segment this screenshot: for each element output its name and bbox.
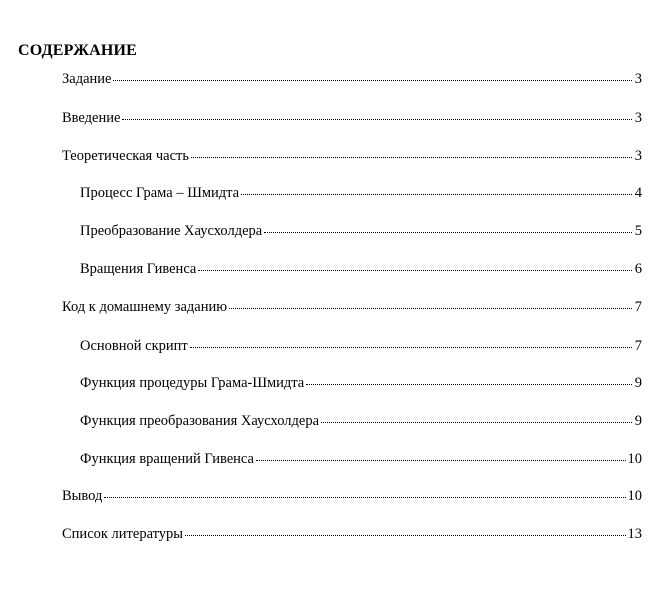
toc-page-number: 10 (627, 451, 642, 467)
toc-dot-leader (113, 79, 632, 81)
toc-dot-leader (306, 383, 632, 385)
toc-entry-householder-function[interactable] (80, 412, 642, 430)
toc-page-number: 5 (634, 223, 642, 239)
toc-page-number: 13 (627, 526, 642, 542)
toc-dot-leader (191, 156, 632, 158)
toc-entry-gram-schmidt[interactable] (80, 184, 642, 202)
toc-dot-leader (190, 346, 632, 348)
toc-dot-leader (256, 459, 626, 461)
toc-page-number: 7 (634, 338, 642, 354)
toc-entry-main-script[interactable] (80, 337, 642, 355)
toc-entry-givens[interactable] (80, 260, 642, 278)
toc-entry-theory[interactable] (62, 147, 642, 165)
toc-page-number: 9 (634, 375, 642, 391)
toc-dot-leader (264, 231, 632, 233)
toc-dot-leader (229, 307, 632, 309)
toc-entry-label: Функция процедуры Грама-Шмидта (80, 375, 305, 391)
toc-dot-leader (104, 496, 625, 498)
toc-entry-label: Вывод (62, 488, 103, 504)
toc-entry-label: Теоретическая часть (62, 148, 189, 164)
toc-entry-gram-schmidt-function[interactable] (80, 374, 642, 392)
toc-entry-label: Функция вращений Гивенса (80, 451, 254, 467)
toc-dot-leader (321, 421, 632, 423)
toc-dot-leader (198, 269, 632, 271)
toc-dot-leader (185, 534, 625, 536)
toc-entry-label: Список литературы (62, 526, 184, 542)
toc-page-number: 10 (627, 488, 642, 504)
toc-page-number: 9 (634, 413, 642, 429)
toc-entry-assignment[interactable] (62, 70, 642, 88)
toc-page-number: 4 (634, 185, 642, 201)
toc-dot-leader (122, 118, 632, 120)
toc-dot-leader (241, 193, 632, 195)
toc-entry-label: Основной скрипт (80, 338, 188, 354)
toc-entry-label: Процесс Грама – Шмидта (80, 185, 240, 201)
toc-entry-label: Вращения Гивенса (80, 261, 197, 277)
toc-entry-label: Введение (62, 110, 121, 126)
toc-page-number: 7 (634, 299, 642, 315)
toc-page-number: 3 (634, 148, 642, 164)
toc-entry-references[interactable] (62, 525, 642, 543)
toc-entry-label: Код к домашнему заданию (62, 299, 228, 315)
toc-entry-householder[interactable] (80, 222, 642, 240)
toc-entry-label: Преобразование Хаусхолдера (80, 223, 263, 239)
toc-entry-label: Задание (62, 71, 112, 87)
toc-entry-introduction[interactable] (62, 109, 642, 127)
toc-entry-label: Функция преобразования Хаусхолдера (80, 413, 320, 429)
toc-page-number: 3 (634, 71, 642, 87)
toc-page-number: 6 (634, 261, 642, 277)
toc-entry-givens-function[interactable] (80, 450, 642, 468)
toc-title: СОДЕРЖАНИЕ (18, 42, 138, 59)
toc-page-number: 3 (634, 110, 642, 126)
toc-entry-homework-code[interactable] (62, 298, 642, 316)
toc-entry-conclusion[interactable] (62, 487, 642, 505)
